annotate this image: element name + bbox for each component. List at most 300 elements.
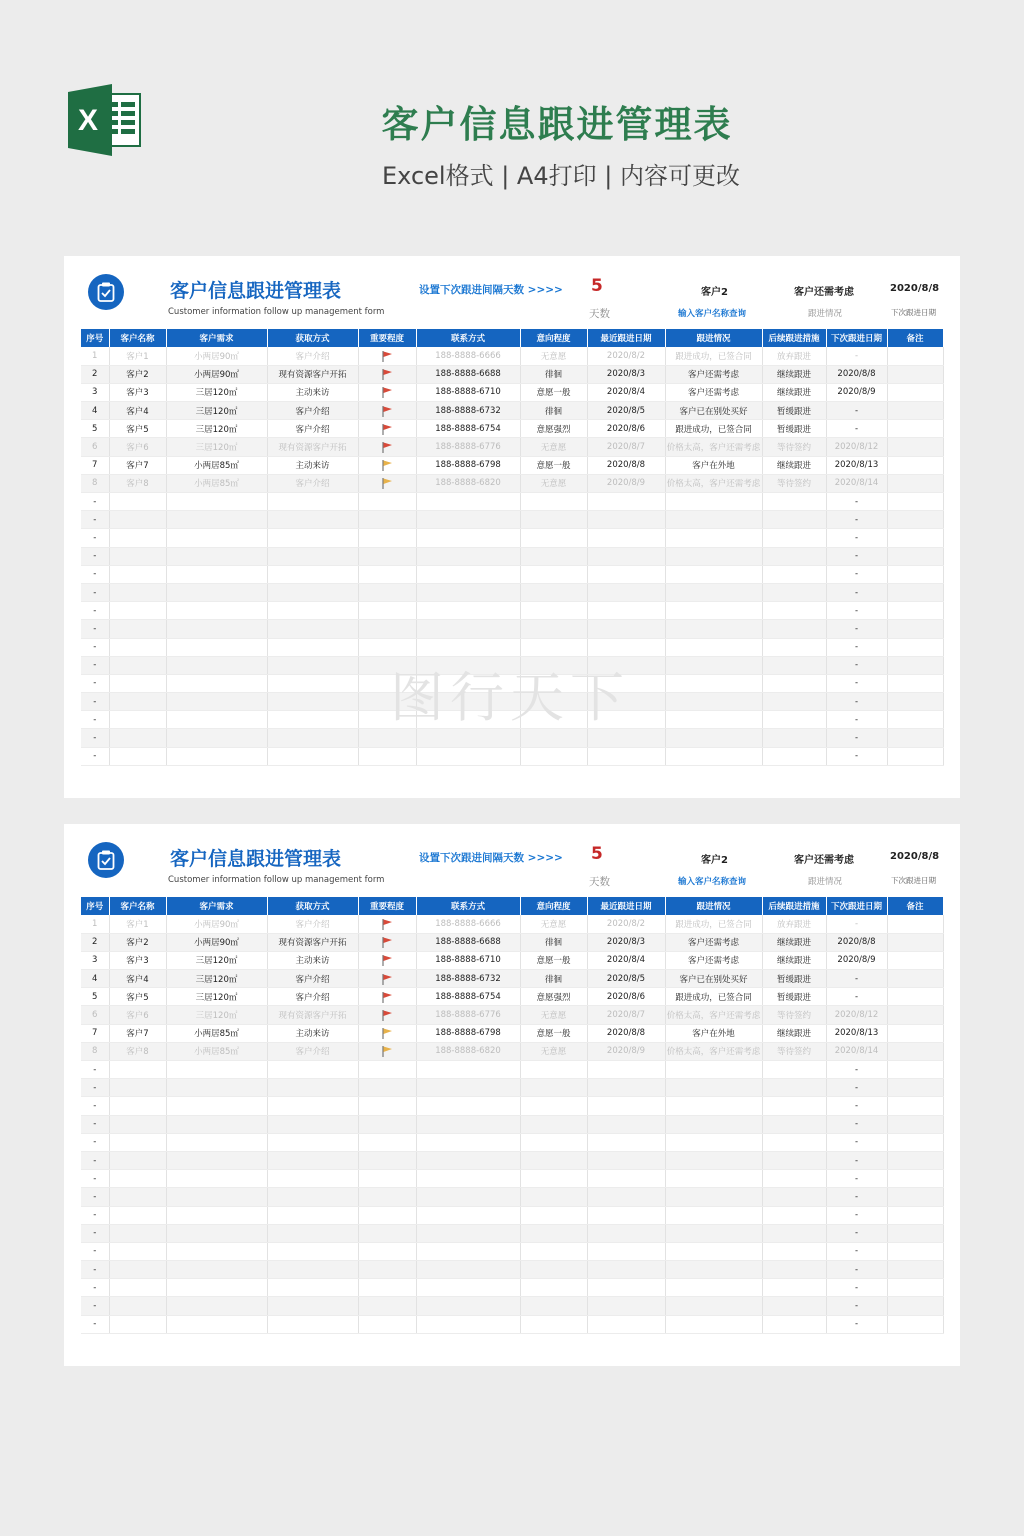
table-cell[interactable]: [587, 1133, 665, 1151]
table-cell[interactable]: [665, 511, 762, 529]
table-row[interactable]: [81, 1261, 943, 1279]
table-cell[interactable]: [520, 1151, 587, 1169]
table-cell[interactable]: 继续跟进: [762, 383, 826, 401]
table-cell[interactable]: [109, 1097, 166, 1115]
table-cell[interactable]: 无意愿: [520, 347, 587, 365]
table-cell[interactable]: [166, 1224, 267, 1242]
table-cell[interactable]: 客户介绍: [267, 970, 358, 988]
table-cell[interactable]: [520, 1133, 587, 1151]
table-cell[interactable]: [887, 988, 943, 1006]
table-cell[interactable]: -: [826, 747, 887, 765]
table-cell[interactable]: 暂缓跟进: [762, 988, 826, 1006]
table-row[interactable]: [81, 638, 943, 656]
table-cell[interactable]: [762, 1224, 826, 1242]
table-cell[interactable]: [665, 602, 762, 620]
table-cell[interactable]: 2020/8/9: [587, 1042, 665, 1060]
table-cell[interactable]: 客户还需考虑: [665, 951, 762, 969]
table-cell[interactable]: 意愿一般: [520, 1024, 587, 1042]
table-cell[interactable]: [520, 638, 587, 656]
table-cell[interactable]: 暂缓跟进: [762, 420, 826, 438]
table-cell[interactable]: [520, 493, 587, 511]
table-cell[interactable]: -: [826, 529, 887, 547]
table-cell[interactable]: [166, 620, 267, 638]
table-cell[interactable]: -: [826, 1079, 887, 1097]
table-cell[interactable]: 继续跟进: [762, 933, 826, 951]
query-customer-input[interactable]: 客户2: [701, 287, 728, 298]
table-cell[interactable]: [665, 1170, 762, 1188]
table-cell[interactable]: [665, 1061, 762, 1079]
table-cell[interactable]: 小两居85㎡: [166, 1042, 267, 1060]
table-cell[interactable]: -: [826, 693, 887, 711]
table-cell[interactable]: -: [826, 620, 887, 638]
table-cell[interactable]: [887, 1297, 943, 1315]
table-row[interactable]: [81, 1115, 943, 1133]
table-cell[interactable]: 小两居85㎡: [166, 456, 267, 474]
table-cell[interactable]: [267, 583, 358, 601]
table-cell[interactable]: [109, 565, 166, 583]
table-cell[interactable]: 188-8888-6754: [416, 420, 520, 438]
table-cell[interactable]: [762, 1261, 826, 1279]
table-cell[interactable]: 8: [81, 474, 109, 492]
table-cell[interactable]: -: [826, 638, 887, 656]
column-header[interactable]: 后续跟进措施: [762, 897, 826, 915]
table-cell[interactable]: [109, 1315, 166, 1333]
table-cell[interactable]: [166, 711, 267, 729]
table-cell[interactable]: [762, 511, 826, 529]
table-cell[interactable]: 2020/8/12: [826, 438, 887, 456]
table-row[interactable]: [81, 1206, 943, 1224]
table-cell[interactable]: -: [81, 638, 109, 656]
table-cell[interactable]: [887, 1079, 943, 1097]
table-cell[interactable]: [520, 1242, 587, 1260]
table-cell[interactable]: 主动来访: [267, 456, 358, 474]
table-cell[interactable]: 客户介绍: [267, 420, 358, 438]
table-cell[interactable]: 2020/8/6: [587, 420, 665, 438]
table-cell[interactable]: 客户6: [109, 1006, 166, 1024]
table-cell[interactable]: [587, 747, 665, 765]
table-cell[interactable]: [887, 602, 943, 620]
table-cell[interactable]: -: [826, 1170, 887, 1188]
table-cell[interactable]: [587, 1279, 665, 1297]
table-cell[interactable]: [358, 493, 416, 511]
table-row[interactable]: [81, 1024, 943, 1042]
table-cell[interactable]: -: [826, 565, 887, 583]
table-cell[interactable]: [416, 1261, 520, 1279]
column-header[interactable]: 客户名称: [109, 329, 166, 347]
table-cell[interactable]: -: [826, 1297, 887, 1315]
table-cell[interactable]: -: [81, 729, 109, 747]
table-cell[interactable]: 客户8: [109, 1042, 166, 1060]
table-cell[interactable]: 三居120㎡: [166, 402, 267, 420]
table-cell[interactable]: 188-8888-6798: [416, 456, 520, 474]
table-cell[interactable]: [166, 1297, 267, 1315]
table-cell[interactable]: [887, 620, 943, 638]
table-cell[interactable]: [665, 1242, 762, 1260]
table-cell[interactable]: -: [81, 1133, 109, 1151]
table-cell[interactable]: [665, 565, 762, 583]
table-cell[interactable]: [665, 674, 762, 692]
table-cell[interactable]: [267, 729, 358, 747]
table-cell[interactable]: 小两居90㎡: [166, 365, 267, 383]
priority-cell[interactable]: [358, 1006, 416, 1024]
priority-cell[interactable]: [358, 474, 416, 492]
table-cell[interactable]: 2020/8/8: [826, 365, 887, 383]
table-cell[interactable]: 三居120㎡: [166, 438, 267, 456]
column-header[interactable]: 序号: [81, 329, 109, 347]
table-cell[interactable]: 继续跟进: [762, 456, 826, 474]
table-row[interactable]: [81, 1224, 943, 1242]
table-cell[interactable]: [762, 656, 826, 674]
table-cell[interactable]: [166, 1151, 267, 1169]
table-cell[interactable]: [887, 1151, 943, 1169]
priority-cell[interactable]: [358, 402, 416, 420]
table-cell[interactable]: [887, 529, 943, 547]
table-cell[interactable]: 意愿强烈: [520, 988, 587, 1006]
table-cell[interactable]: 2020/8/5: [587, 402, 665, 420]
table-cell[interactable]: 继续跟进: [762, 1024, 826, 1042]
table-cell[interactable]: [416, 511, 520, 529]
table-cell[interactable]: 客户7: [109, 456, 166, 474]
table-cell[interactable]: [267, 1297, 358, 1315]
table-cell[interactable]: -: [826, 1261, 887, 1279]
table-cell[interactable]: [665, 1188, 762, 1206]
table-cell[interactable]: 小两居90㎡: [166, 933, 267, 951]
table-cell[interactable]: 8: [81, 1042, 109, 1060]
table-cell[interactable]: [416, 638, 520, 656]
table-cell[interactable]: [665, 638, 762, 656]
table-cell[interactable]: [665, 1206, 762, 1224]
table-row[interactable]: [81, 988, 943, 1006]
table-row[interactable]: [81, 1079, 943, 1097]
table-cell[interactable]: [520, 547, 587, 565]
table-cell[interactable]: 客户3: [109, 951, 166, 969]
table-cell[interactable]: [762, 693, 826, 711]
table-cell[interactable]: 徘徊: [520, 365, 587, 383]
table-cell[interactable]: [887, 951, 943, 969]
table-cell[interactable]: [762, 638, 826, 656]
table-cell[interactable]: 价格太高，客户还需考虑: [665, 1042, 762, 1060]
table-cell[interactable]: 客户6: [109, 438, 166, 456]
table-cell[interactable]: 客户介绍: [267, 347, 358, 365]
table-cell[interactable]: [665, 1261, 762, 1279]
table-cell[interactable]: [358, 547, 416, 565]
table-cell[interactable]: 188-8888-6776: [416, 438, 520, 456]
table-cell[interactable]: 2020/8/12: [826, 1006, 887, 1024]
table-cell[interactable]: [416, 1061, 520, 1079]
table-cell[interactable]: [416, 620, 520, 638]
table-cell[interactable]: [520, 511, 587, 529]
table-cell[interactable]: -: [826, 711, 887, 729]
table-cell[interactable]: [762, 747, 826, 765]
table-row[interactable]: [81, 620, 943, 638]
table-cell[interactable]: [416, 1315, 520, 1333]
table-cell[interactable]: 无意愿: [520, 915, 587, 933]
table-cell[interactable]: 小两居85㎡: [166, 1024, 267, 1042]
table-cell[interactable]: 无意愿: [520, 1042, 587, 1060]
table-cell[interactable]: [358, 1224, 416, 1242]
table-cell[interactable]: 2020/8/3: [587, 365, 665, 383]
priority-cell[interactable]: [358, 1024, 416, 1042]
table-cell[interactable]: [358, 638, 416, 656]
table-cell[interactable]: 5: [81, 988, 109, 1006]
table-cell[interactable]: 客户已在别处买好: [665, 970, 762, 988]
table-cell[interactable]: [416, 1097, 520, 1115]
table-cell[interactable]: [267, 1315, 358, 1333]
table-cell[interactable]: [762, 1061, 826, 1079]
table-row[interactable]: [81, 1170, 943, 1188]
table-cell[interactable]: -: [826, 1315, 887, 1333]
table-cell[interactable]: [267, 674, 358, 692]
table-cell[interactable]: [109, 711, 166, 729]
table-cell[interactable]: -: [826, 602, 887, 620]
table-cell[interactable]: [166, 1206, 267, 1224]
table-cell[interactable]: [665, 747, 762, 765]
table-cell[interactable]: -: [81, 1079, 109, 1097]
table-cell[interactable]: -: [826, 1279, 887, 1297]
table-cell[interactable]: [887, 1242, 943, 1260]
table-cell[interactable]: -: [81, 1188, 109, 1206]
table-row[interactable]: [81, 565, 943, 583]
interval-setting-value[interactable]: 5: [591, 844, 603, 864]
table-cell[interactable]: [358, 1151, 416, 1169]
table-row[interactable]: [81, 547, 943, 565]
table-cell[interactable]: 2020/8/2: [587, 347, 665, 365]
table-cell[interactable]: [587, 583, 665, 601]
table-cell[interactable]: -: [81, 1151, 109, 1169]
table-cell[interactable]: [520, 747, 587, 765]
table-cell[interactable]: [416, 1224, 520, 1242]
table-cell[interactable]: [416, 493, 520, 511]
table-cell[interactable]: -: [81, 602, 109, 620]
table-cell[interactable]: [358, 1206, 416, 1224]
priority-cell[interactable]: [358, 951, 416, 969]
table-cell[interactable]: 客户4: [109, 970, 166, 988]
table-cell[interactable]: [166, 511, 267, 529]
table-cell[interactable]: [887, 693, 943, 711]
table-cell[interactable]: 三居120㎡: [166, 988, 267, 1006]
table-cell[interactable]: [358, 620, 416, 638]
table-cell[interactable]: [166, 1133, 267, 1151]
table-cell[interactable]: -: [81, 547, 109, 565]
table-cell[interactable]: 188-8888-6732: [416, 970, 520, 988]
table-cell[interactable]: 客户已在别处买好: [665, 402, 762, 420]
table-cell[interactable]: 小两居90㎡: [166, 347, 267, 365]
table-cell[interactable]: [109, 1206, 166, 1224]
table-cell[interactable]: [358, 1315, 416, 1333]
table-cell[interactable]: [267, 602, 358, 620]
table-cell[interactable]: -: [81, 1061, 109, 1079]
table-cell[interactable]: -: [826, 674, 887, 692]
priority-cell[interactable]: [358, 365, 416, 383]
table-cell[interactable]: 2020/8/6: [587, 988, 665, 1006]
table-cell[interactable]: [587, 529, 665, 547]
table-cell[interactable]: 2020/8/9: [587, 474, 665, 492]
table-row[interactable]: [81, 438, 943, 456]
table-cell[interactable]: [587, 1224, 665, 1242]
table-cell[interactable]: [109, 493, 166, 511]
table-cell[interactable]: 现有资源客户开拓: [267, 365, 358, 383]
table-cell[interactable]: [267, 620, 358, 638]
table-cell[interactable]: [416, 1170, 520, 1188]
table-cell[interactable]: [109, 1188, 166, 1206]
table-cell[interactable]: 等待签约: [762, 438, 826, 456]
table-cell[interactable]: [587, 547, 665, 565]
table-cell[interactable]: 客户1: [109, 915, 166, 933]
table-cell[interactable]: 意愿一般: [520, 456, 587, 474]
table-cell[interactable]: [887, 1006, 943, 1024]
table-cell[interactable]: [166, 1079, 267, 1097]
table-row[interactable]: [81, 347, 943, 365]
table-cell[interactable]: -: [81, 529, 109, 547]
table-cell[interactable]: [762, 493, 826, 511]
table-cell[interactable]: [109, 1170, 166, 1188]
table-cell[interactable]: -: [826, 1242, 887, 1260]
table-row[interactable]: [81, 511, 943, 529]
column-header[interactable]: 后续跟进措施: [762, 329, 826, 347]
table-cell[interactable]: [358, 511, 416, 529]
table-row[interactable]: [81, 747, 943, 765]
table-cell[interactable]: [587, 565, 665, 583]
table-row[interactable]: [81, 1188, 943, 1206]
table-cell[interactable]: [887, 1206, 943, 1224]
table-cell[interactable]: [109, 511, 166, 529]
table-cell[interactable]: 2020/8/8: [587, 456, 665, 474]
table-cell[interactable]: [267, 1115, 358, 1133]
table-cell[interactable]: [166, 1279, 267, 1297]
table-cell[interactable]: -: [826, 988, 887, 1006]
table-cell[interactable]: [887, 1133, 943, 1151]
table-cell[interactable]: 2020/8/13: [826, 1024, 887, 1042]
table-cell[interactable]: [520, 1079, 587, 1097]
table-cell[interactable]: [887, 511, 943, 529]
table-cell[interactable]: [267, 1133, 358, 1151]
table-cell[interactable]: 188-8888-6666: [416, 915, 520, 933]
table-cell[interactable]: [520, 1261, 587, 1279]
table-cell[interactable]: [762, 1133, 826, 1151]
table-cell[interactable]: -: [826, 347, 887, 365]
table-cell[interactable]: 4: [81, 402, 109, 420]
table-cell[interactable]: [109, 729, 166, 747]
table-cell[interactable]: [665, 547, 762, 565]
table-cell[interactable]: [762, 1115, 826, 1133]
table-cell[interactable]: -: [81, 1242, 109, 1260]
priority-cell[interactable]: [358, 915, 416, 933]
table-cell[interactable]: [166, 1115, 267, 1133]
column-header[interactable]: 意向程度: [520, 329, 587, 347]
table-cell[interactable]: [520, 1188, 587, 1206]
table-cell[interactable]: -: [81, 565, 109, 583]
table-cell[interactable]: [166, 747, 267, 765]
table-cell[interactable]: 小两居85㎡: [166, 474, 267, 492]
table-cell[interactable]: -: [826, 656, 887, 674]
table-cell[interactable]: [166, 729, 267, 747]
column-header[interactable]: 序号: [81, 897, 109, 915]
column-header[interactable]: 备注: [887, 897, 943, 915]
table-cell[interactable]: 放弃跟进: [762, 915, 826, 933]
table-cell[interactable]: [887, 365, 943, 383]
table-cell[interactable]: -: [81, 1297, 109, 1315]
table-cell[interactable]: [887, 1024, 943, 1042]
table-cell[interactable]: -: [826, 915, 887, 933]
table-cell[interactable]: 7: [81, 1024, 109, 1042]
table-cell[interactable]: 5: [81, 420, 109, 438]
table-cell[interactable]: [665, 693, 762, 711]
table-cell[interactable]: 客户1: [109, 347, 166, 365]
table-cell[interactable]: -: [81, 1224, 109, 1242]
table-row[interactable]: [81, 583, 943, 601]
table-cell[interactable]: [267, 693, 358, 711]
table-cell[interactable]: [109, 747, 166, 765]
table-cell[interactable]: [887, 1261, 943, 1279]
table-cell[interactable]: [887, 1097, 943, 1115]
table-row[interactable]: [81, 493, 943, 511]
table-cell[interactable]: [267, 1151, 358, 1169]
table-cell[interactable]: [358, 565, 416, 583]
table-cell[interactable]: [166, 547, 267, 565]
table-cell[interactable]: 客户5: [109, 988, 166, 1006]
table-cell[interactable]: 等待签约: [762, 1006, 826, 1024]
column-header[interactable]: 重要程度: [358, 897, 416, 915]
table-cell[interactable]: [267, 565, 358, 583]
table-cell[interactable]: [887, 493, 943, 511]
table-cell[interactable]: 188-8888-6710: [416, 951, 520, 969]
column-header[interactable]: 跟进情况: [665, 329, 762, 347]
table-cell[interactable]: -: [826, 1151, 887, 1169]
table-cell[interactable]: 徘徊: [520, 970, 587, 988]
table-cell[interactable]: 2020/8/5: [587, 970, 665, 988]
table-cell[interactable]: -: [81, 583, 109, 601]
table-cell[interactable]: [762, 1151, 826, 1169]
table-cell[interactable]: -: [826, 493, 887, 511]
priority-cell[interactable]: [358, 456, 416, 474]
table-cell[interactable]: 跟进成功，已签合同: [665, 420, 762, 438]
table-cell[interactable]: [887, 347, 943, 365]
table-cell[interactable]: 客户在外地: [665, 456, 762, 474]
table-cell[interactable]: 暂缓跟进: [762, 970, 826, 988]
table-cell[interactable]: 2: [81, 933, 109, 951]
table-cell[interactable]: [762, 729, 826, 747]
table-cell[interactable]: [587, 493, 665, 511]
table-cell[interactable]: 跟进成功，已签合同: [665, 347, 762, 365]
table-cell[interactable]: [166, 693, 267, 711]
priority-cell[interactable]: [358, 383, 416, 401]
table-cell[interactable]: 三居120㎡: [166, 951, 267, 969]
priority-cell[interactable]: [358, 1042, 416, 1060]
table-cell[interactable]: [587, 1188, 665, 1206]
table-cell[interactable]: [166, 583, 267, 601]
table-row[interactable]: [81, 1297, 943, 1315]
table-row[interactable]: [81, 1006, 943, 1024]
table-cell[interactable]: [665, 656, 762, 674]
table-cell[interactable]: -: [826, 1206, 887, 1224]
table-cell[interactable]: [166, 565, 267, 583]
table-cell[interactable]: 三居120㎡: [166, 420, 267, 438]
table-cell[interactable]: [762, 1297, 826, 1315]
table-cell[interactable]: [416, 565, 520, 583]
table-cell[interactable]: [166, 638, 267, 656]
table-cell[interactable]: [166, 1188, 267, 1206]
table-cell[interactable]: -: [826, 1061, 887, 1079]
table-cell[interactable]: [762, 1170, 826, 1188]
table-cell[interactable]: [887, 729, 943, 747]
table-cell[interactable]: [166, 529, 267, 547]
table-cell[interactable]: -: [81, 747, 109, 765]
table-cell[interactable]: 188-8888-6798: [416, 1024, 520, 1042]
table-row[interactable]: [81, 383, 943, 401]
table-cell[interactable]: 三居120㎡: [166, 383, 267, 401]
table-cell[interactable]: [887, 747, 943, 765]
table-cell[interactable]: 继续跟进: [762, 951, 826, 969]
